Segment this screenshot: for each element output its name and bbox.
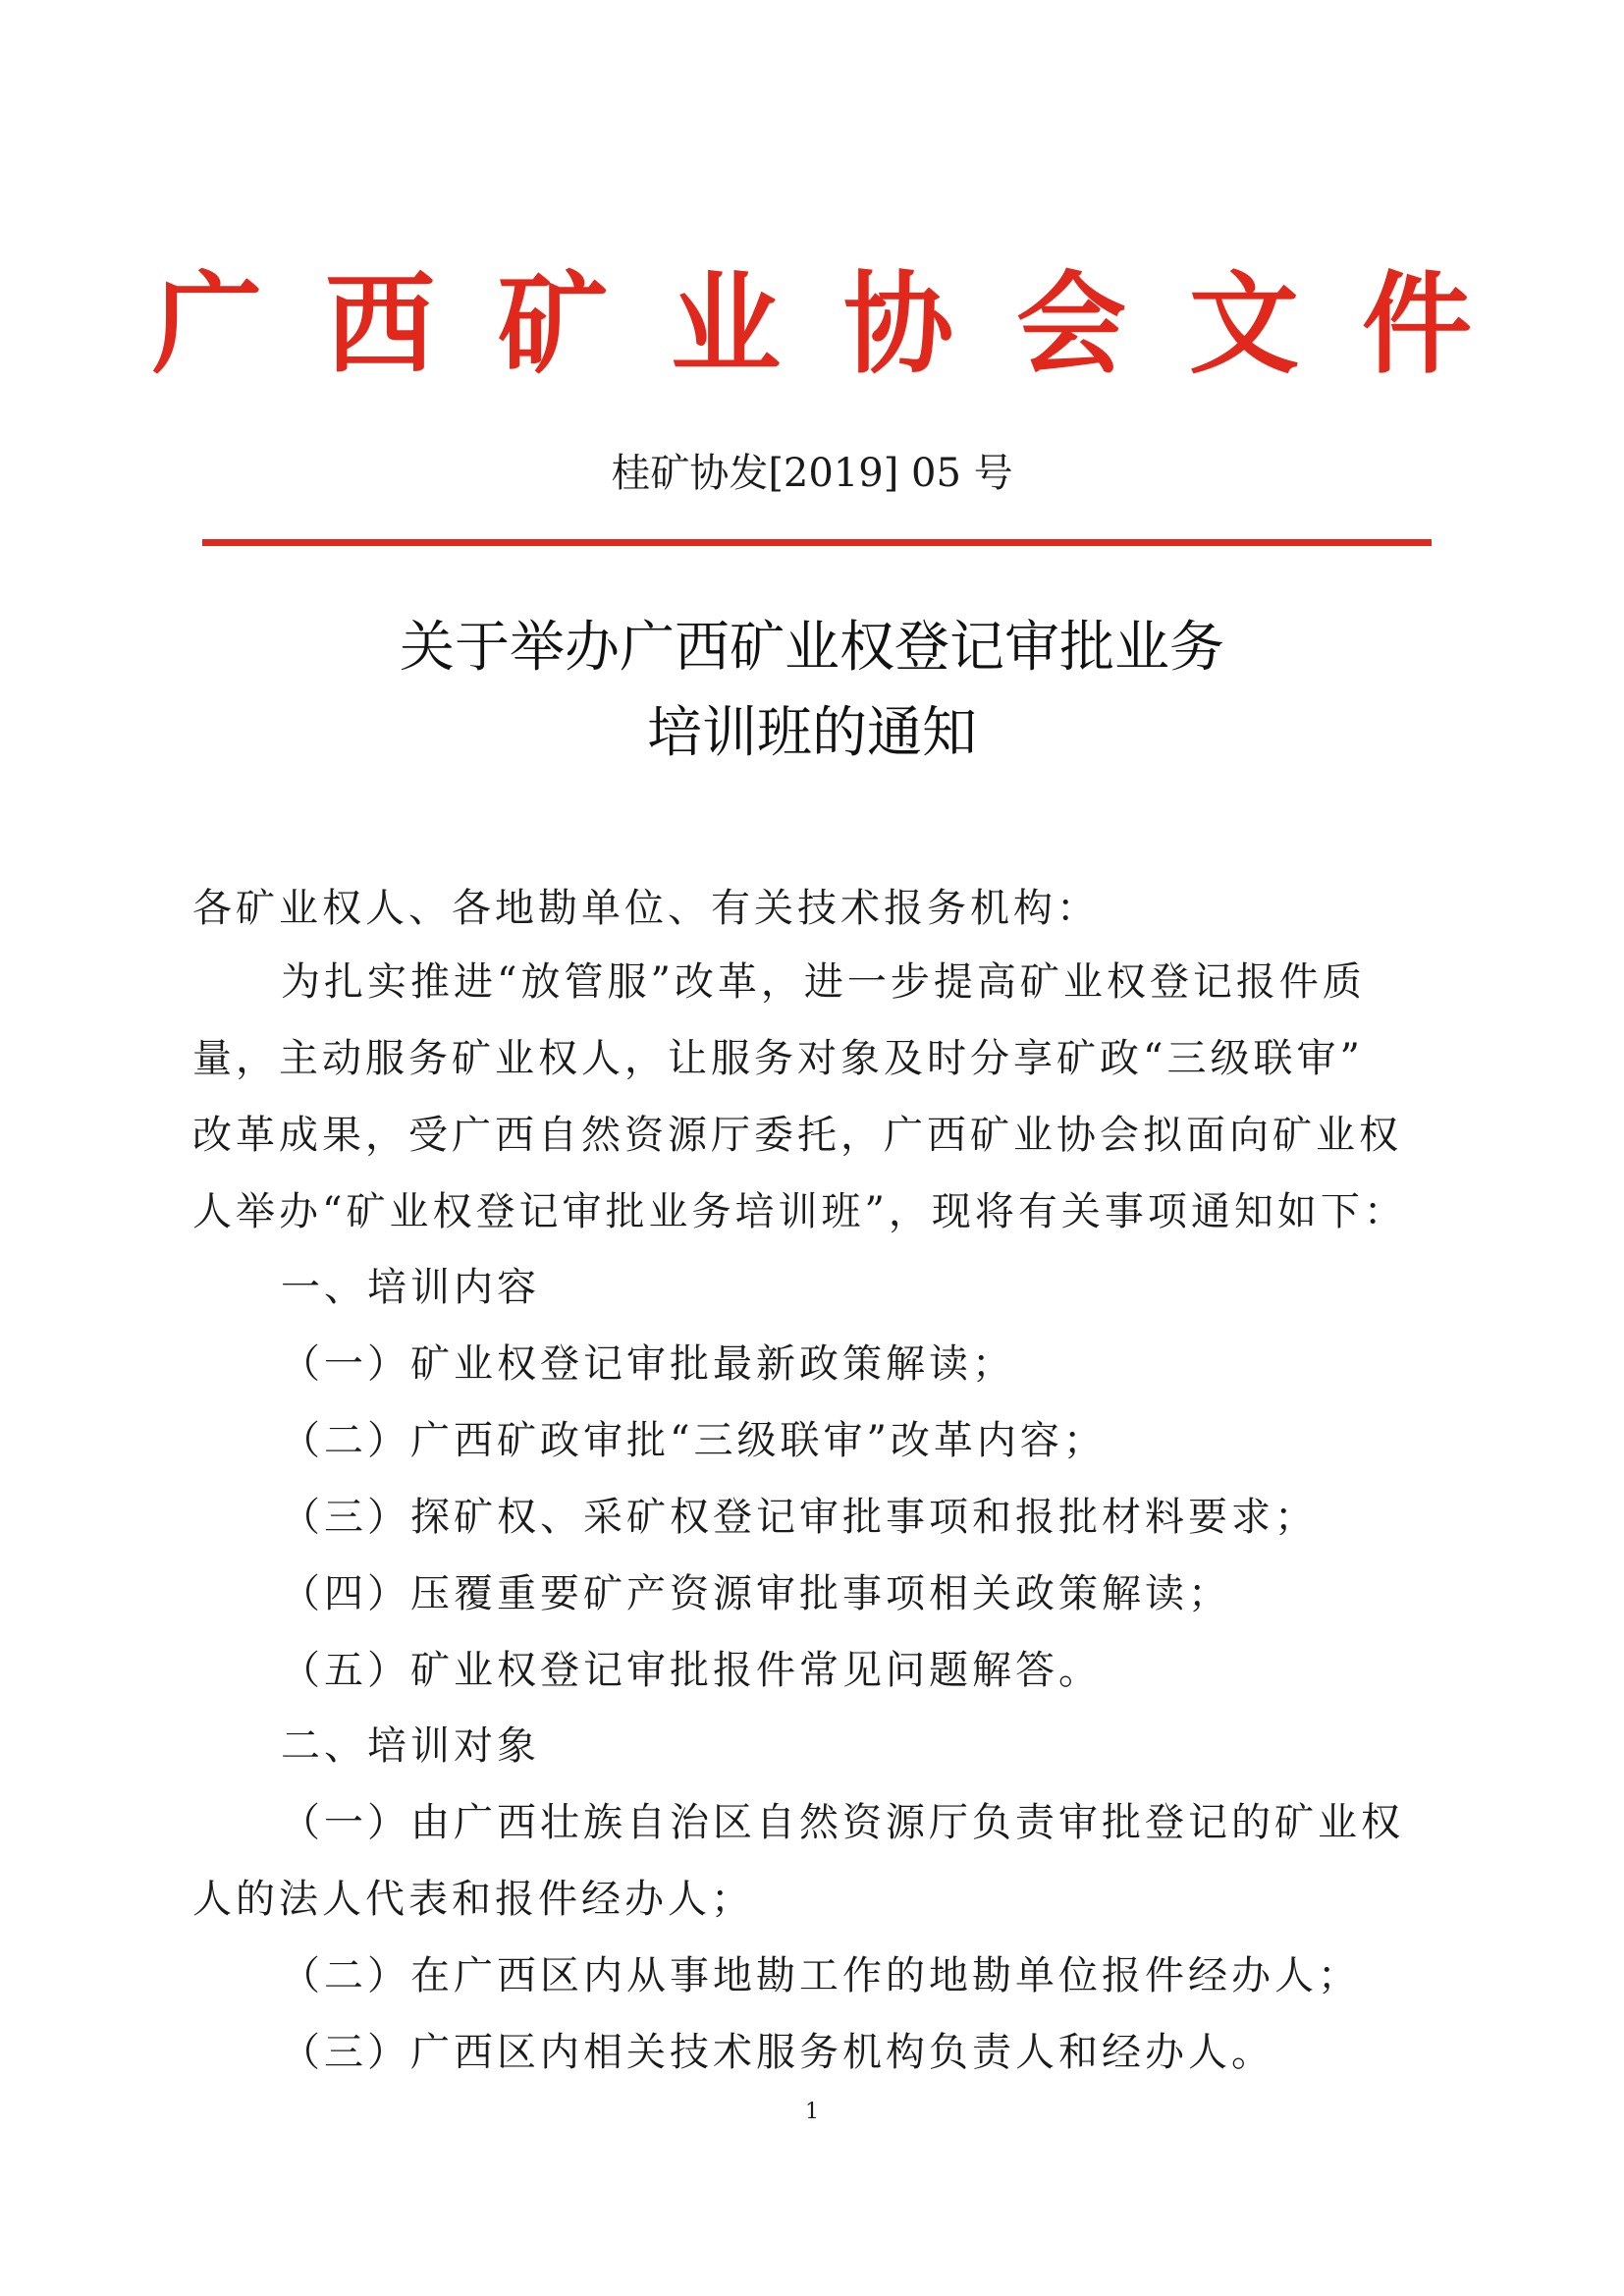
- list-item: （一）由广西壮族自治区自然资源厅负责审批登记的矿业权: [281, 1800, 1404, 1845]
- list-item: （二）在广西区内从事地勘工作的地勘单位报件经办人；: [281, 1953, 1361, 1998]
- section-heading: 二、培训对象: [281, 1723, 540, 1769]
- list-item: （五）矿业权登记审批报件常见问题解答。: [281, 1648, 1102, 1693]
- intro-line: 人举办“矿业权登记审批业务培训班”，现将有关事项通知如下：: [192, 1189, 1407, 1234]
- list-item: （四）压覆重要矿产资源审批事项相关政策解读；: [281, 1571, 1231, 1616]
- document-masthead: 广西矿业协会文件: [152, 260, 1535, 389]
- list-item: （二）广西矿政审批“三级联审”改革内容；: [281, 1418, 1107, 1463]
- salutation: 各矿业权人、各地勘单位、有关技术报务机构：: [192, 886, 1100, 931]
- list-item-continuation: 人的法人代表和报件经办人；: [192, 1877, 754, 1922]
- notice-title-line-1: 关于举办广西矿业权登记审批业务: [400, 616, 1224, 680]
- section-heading: 一、培训内容: [281, 1265, 540, 1310]
- list-item: （一）矿业权登记审批最新政策解读；: [281, 1341, 1015, 1387]
- list-item: （三）广西区内相关技术服务机构负责人和经办人。: [281, 2030, 1274, 2075]
- list-item: （三）探矿权、采矿权登记审批事项和报批材料要求；: [281, 1495, 1318, 1540]
- intro-line: 改革成果，受广西自然资源厅委托，广西矿业协会拟面向矿业权: [192, 1113, 1402, 1158]
- intro-line: 量，主动服务矿业权人，让服务对象及时分享矿政“三级联审”: [192, 1036, 1364, 1081]
- notice-title-line-2: 培训班的通知: [647, 701, 977, 765]
- document-number: 桂矿协发[2019] 05 号: [611, 451, 1013, 496]
- page-number: 1: [805, 2100, 819, 2124]
- red-divider-line: [202, 539, 1432, 546]
- intro-line: 为扎实推进“放管服”改革，进一步提高矿业权登记报件质: [281, 959, 1366, 1005]
